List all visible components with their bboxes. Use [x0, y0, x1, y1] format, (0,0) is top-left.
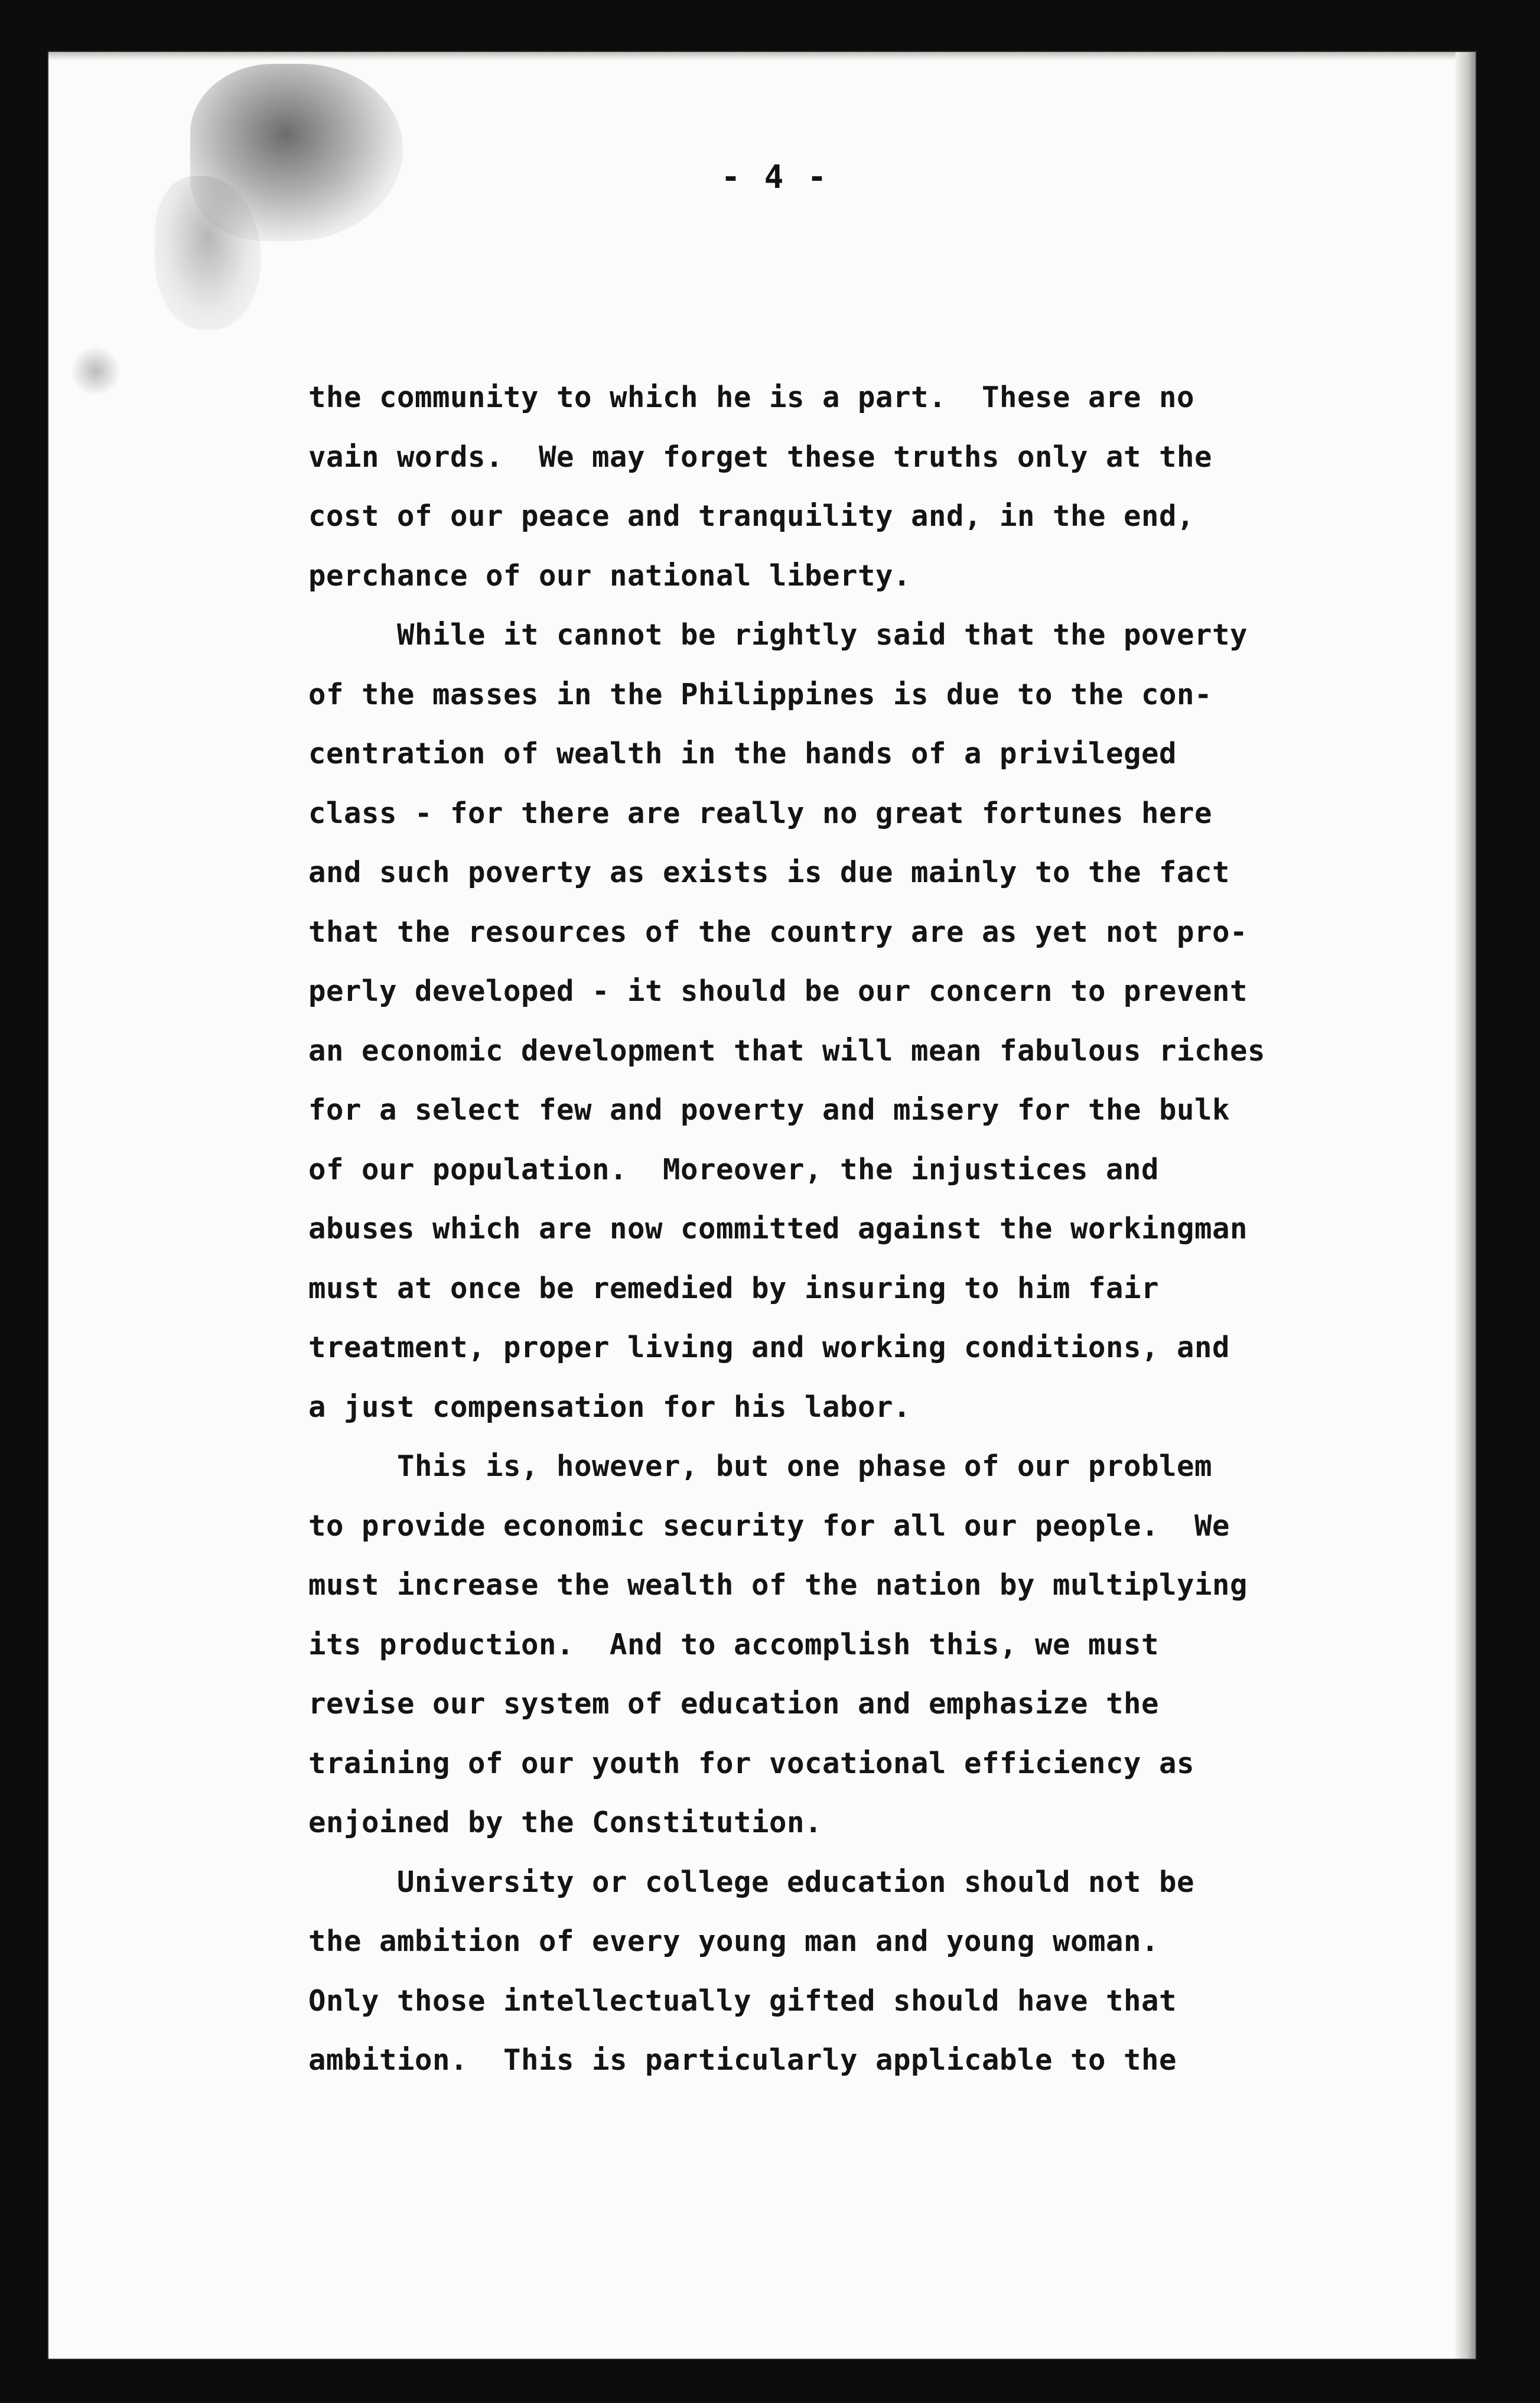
text-line: treatment, proper living and working conditions, and	[308, 1331, 1230, 1364]
text-line: University or college education should not be	[397, 1865, 1195, 1899]
document-page	[48, 52, 1476, 2359]
paragraph	[308, 1853, 1372, 2090]
text-line: revise our system of education and emphasize the	[308, 1687, 1160, 1721]
ink-blot	[72, 347, 119, 395]
text-line: training of our youth for vocational efficiency as	[308, 1746, 1195, 1780]
text-line: of our population. Moreover, the injustices and	[308, 1152, 1160, 1186]
page-number: - 4 -	[721, 158, 829, 196]
page-top-edge	[48, 52, 1476, 60]
paragraph	[308, 606, 1372, 1437]
text-line: of the masses in the Philippines is due to the con-	[308, 677, 1213, 711]
text-line: the community to which he is a part. These are no	[308, 381, 1195, 414]
text-line: and such poverty as exists is due mainly to the fact	[308, 856, 1230, 889]
paragraph	[308, 368, 1372, 606]
text-line: class - for there are really no great fortunes here	[308, 796, 1213, 830]
text-line: vain words. We may forget these truths only at the	[308, 440, 1213, 474]
text-line: to provide economic security for all our people. We	[308, 1508, 1230, 1543]
text-line: perchance of our national liberty.	[308, 558, 911, 593]
text-line: must at once be remedied by insuring to him fair	[308, 1271, 1160, 1305]
text-line: abuses which are now committed against the workingman	[308, 1212, 1248, 1246]
text-line: cost of our peace and tranquility and, in the end,	[308, 499, 1195, 533]
text-line: that the resources of the country are as yet not pro-	[308, 915, 1248, 949]
text-line: perly developed - it should be our concern to prevent	[308, 974, 1248, 1008]
body-text	[308, 368, 1372, 2090]
text-line: for a select few and poverty and misery for the bulk	[308, 1093, 1230, 1127]
text-line: its production. And to accomplish this, we must	[308, 1627, 1160, 1661]
text-line: must increase the wealth of the nation by multiplying	[308, 1568, 1248, 1602]
text-line: Only those intellectually gifted should have that	[308, 1983, 1177, 2018]
text-line: a just compensation for his labor.	[308, 1390, 911, 1424]
text-line: ambition. This is particularly applicable to the	[308, 2043, 1177, 2077]
text-line: While it cannot be rightly said that the poverty	[397, 618, 1248, 652]
text-line: an economic development that will mean fabulous riches	[308, 1033, 1266, 1068]
text-line: the ambition of every young man and young woman.	[308, 1924, 1160, 1958]
text-line: centration of wealth in the hands of a privileged	[308, 737, 1177, 770]
text-line: enjoined by the Constitution.	[308, 1806, 823, 1839]
page-right-edge	[1456, 52, 1476, 2359]
paragraph	[308, 1437, 1372, 1853]
text-line: This is, however, but one phase of our problem	[397, 1449, 1213, 1483]
